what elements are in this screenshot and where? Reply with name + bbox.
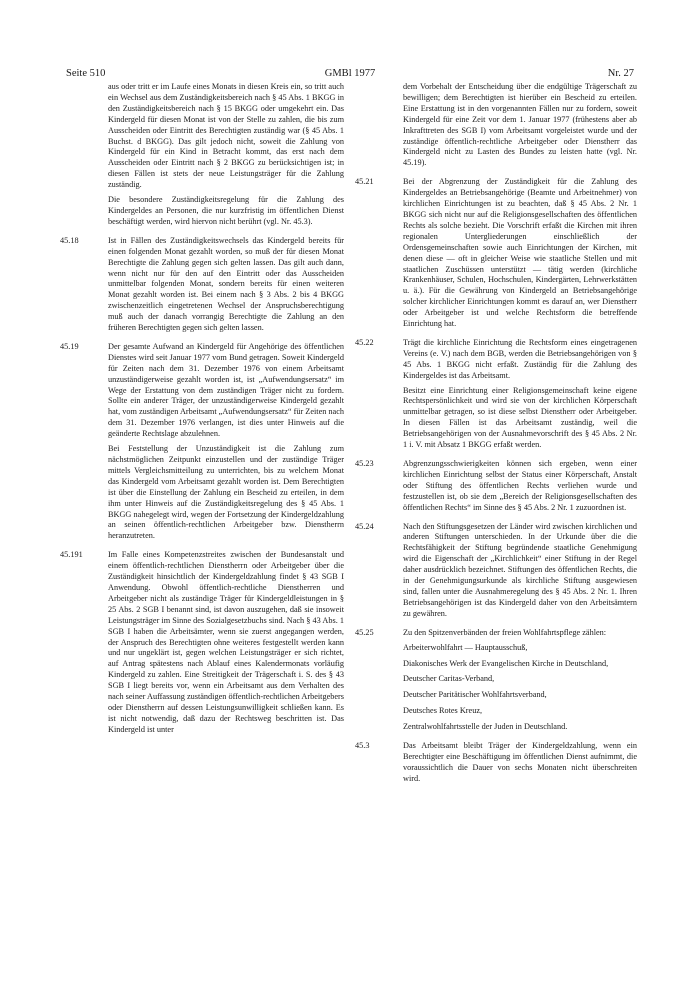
section-paragraph: Bei Feststellung der Unzuständigkeit ist die Zahlung zum nächstmöglichen Zeitpunkt einzustellen und der zuständige Träger mittels Vergleichsmitteilung zu unterrichten, bis zu welchem Monat das Kindergeld vom Arbeitsamt gezahlt worden ist. Dem Berechtigten ist über die Einstellung der Zahlung ein Bescheid zu erteilen, in dem ihm unter Hinweis auf die Zuständigkeitsregelung des § 45 Abs. 1 BKGG nahegelegt wird, wegen der Fortsetzung der Kindergeldzahlung an seinen öffentlich-rechtlichen Arbeitgeber bzw. Dienstherrn heranzutreten. [108, 444, 344, 541]
issue-number: Nr. 27 [607, 68, 634, 79]
organization-list [403, 643, 637, 733]
page-number: Seite 510 [66, 68, 106, 79]
list-item: Zentralwohlfahrtsstelle der Juden in Deutschland. [403, 722, 568, 732]
section [355, 177, 637, 330]
section-paragraph: dem Vorbehalt der Entscheidung über die endgültige Trägerschaft zu bewilligen; dem Berechtigten ist hierüber ein Bescheid zu erteilen. Eine Erstattung ist in den vorgenannten Fällen nur zu fordern, soweit Kindergeld für eine Zeit vor dem 1. Januar 1977 (frühestens aber ab Inkrafttreten des SGB I) vom Arbeitsamt vorgeleistet wurde und der zuständige öffentlich-rechtliche Arbeitgeber oder Dienstherr das Kindergeld nicht zu Lasten des Bundes zu leisten hatte (vgl. Nr. 45.19). [403, 82, 637, 168]
section [355, 82, 637, 169]
section [60, 550, 344, 735]
section-paragraph: Zu den Spitzenverbänden der freien Wohlfahrtspflege zählen: [403, 627, 607, 637]
section [60, 82, 344, 228]
section-paragraph: Trägt die kirchliche Einrichtung die Rechtsform eines eingetragenen Vereins (e. V.) nach dem BGB, werden die Betriebsangehörigen von § 45 Abs. 1 BKGG nicht erfaßt. Zuständig für die Zahlung des Kindergeldes ist das Arbeitsamt. [403, 337, 637, 380]
section-number: 45.22 [355, 337, 374, 347]
section-paragraph: aus oder tritt er im Laufe eines Monats in diesen Kreis ein, so tritt auch ein Wechsel aus dem Zuständigkeitsbereich nach § 45 Abs. 1 BKGG in den Zuständigkeitsbereich nach § 15 BKGG oder umgekehrt ein. Das Kindergeld für diesen Monat ist von der Stelle zu zahlen, die bis zum Ausscheiden oder Eintritt des Berechtigten zuständig war (§ 45 Abs. 1 Buchst. d BKGG). Das gilt jedoch nicht, soweit die Zahlung von Kindergeld für ein Kind in Betracht kommt, das erst nach dem Ausscheiden oder Eintritt nach § 2 BKGG zu berücksichtigen ist; in diesen Fällen ist stets der neue Leistungsträger für die Zahlung zuständig. [108, 82, 344, 190]
section-paragraph: Abgrenzungsschwierigkeiten können sich ergeben, wenn einer kirchlichen Einrichtung selbst der Status einer Körperschaft, Anstalt oder Stiftung des öffentlichen Rechts verliehen wurde und festzustellen ist, ob sie dem „Bereich der Religionsgesellschaften des öffentlichen Rechts“ im Sinne des § 45 Abs. 2 Nr. 1 zuzuordnen ist. [403, 459, 637, 512]
section-paragraph: Das Arbeitsamt bleibt Träger der Kindergeldzahlung, wenn ein Berechtigter eine Beschäftigung im öffentlichen Dienst aufnimmt, die voraussichtlich die Dauer von sechs Monaten nicht überschreiten wird. [403, 741, 637, 783]
section-number: 45.21 [355, 177, 374, 187]
section-number: 45.23 [355, 459, 374, 468]
section-paragraph: Ist in Fällen des Zuständigkeitswechsels das Kindergeld bereits für einen folgenden Monat gezahlt worden, so muß der für diesen Monat Berechtigte die Zahlung gegen sich gelten lassen. Das gilt auch dann, wenn nicht nur für den auf den Eintritt oder das Ausscheiden unmittelbar folgenden Monat, sondern bereits für einen weiteren Monat gezahlt worden ist. Bei einem nach § 3 Abs. 2 bis 4 BKGG zwischenzeitlich eingetretenen Wechsel der Anspruchsberechtigung muß auch der danach vorrangig Berechtigte die Zahlung an den früheren Berechtigten gegen sich gelten lassen. [108, 235, 344, 333]
section-number: 45.24 [355, 521, 374, 531]
section [60, 342, 344, 542]
section-paragraph: Nach den Stiftungsgesetzen der Länder wird zwischen kirchlichen und anderen Stiftungen unterschieden. In der Urkunde über die die Rechtsfähigkeit der Stiftung begründende staatliche Genehmigung wird die Eigenschaft der „Kirchlichkeit“ einer Stiftung in der Regel daher ausdrücklich bezeichnet. Stiftungen des öffentlichen Rechts, die in der Genehmigungsurkunde als kirchliche Stiftung ausgewiesen sind, fallen unter die Ausnahmeregelung des § 45 Abs. 2 Nr. 1. Ihren Betriebsangehörigen ist das Kindergeld daher von den Arbeitsämtern zu gewähren. [403, 521, 637, 618]
list-item: Diakonisches Werk der Evangelischen Kirche in Deutschland, [403, 658, 609, 668]
section [355, 522, 637, 620]
section [355, 338, 637, 451]
section-paragraph: Die besondere Zuständigkeitsregelung für die Zahlung des Kindergeldes an Personen, die nur kurzfristig im öffentlichen Dienst beschäftigt werden, wird hiervon nicht berührt (vgl. Nr. 45.3). [108, 195, 344, 226]
section-number: 45.19 [60, 341, 79, 351]
section-number: 45.3 [355, 741, 370, 751]
section [60, 236, 344, 334]
section-paragraph: Im Falle eines Kompetenzstreites zwischen der Bundesanstalt und einem öffentlich-rechtlichen Dienstherrn oder Arbeitgeber über die Zuständigkeit hinsichtlich der Kindergeldzahlung findet § 43 SGB I Anwendung. Obwohl öffentlich-rechtliche Dienstherren und Arbeitgeber nicht als zuständige Träger für Kindergeldleistungen in § 25 Abs. 2 SGB I benannt sind, ist davon auszugehen, daß sie insoweit Leistungsträger im Sinne des Sozialgesetzbuchs sind. Nach § 43 Abs. 1 SGB I haben die Arbeitsämter, wenn sie zuerst angegangen werden, der Anspruch des Berechtigten ohne weiteres festgestellt werden kann und nur ungeklärt ist, gegen welchen Leistungsträger er sich richtet, auf Antrag spätestens nach Ablauf eines Kalendermonats vorläufig Kindergeld zu zahlen. Eine Streitigkeit der Trägerschaft i. S. des § 43 SGB I liegt bereits vor, wenn ein Arbeitsamt aus dem Verhalten des nach seiner Auffassung zuständigen öffentlich-rechtlichen Arbeitgebers oder Dienstherrn auf dessen Leistungsunwilligkeit schließen kann. Es ist nicht notwendig, daß dazu der Rechtsweg beschritten ist. Das Kindergeld ist unter [108, 550, 344, 734]
right-column [355, 82, 637, 793]
section-number: 45.191 [60, 550, 83, 560]
list-item: Deutsches Rotes Kreuz, [403, 706, 483, 716]
left-column [60, 82, 344, 744]
section [355, 459, 637, 514]
list-item: Deutscher Caritas-Verband, [403, 674, 495, 684]
section-paragraph: Besitzt eine Einrichtung einer Religionsgemeinschaft keine eigene Rechtspersönlichkeit und wird sie von der kirchlichen Körperschaft unmittelbar getragen, so ist diese selbst Dienstherr oder Arbeitgeber. In diesen Fällen ist das Arbeitsamt zuständig, weil die Betriebsangehörigen von der Ausnahmevorschrift des § 45 Abs. 2 Nr. 1 i. V. mit Absatz 1 BKGG erfaßt werden. [403, 385, 637, 450]
section-number: 45.18 [60, 235, 79, 245]
section-paragraph: Bei der Abgrenzung der Zuständigkeit für die Zahlung des Kindergeldes an Betriebsangehörige (Beamte und Arbeitnehmer) von kirchlichen Einrichtungen ist zu beachten, daß § 45 Abs. 2 Nr. 1 BKGG sich nicht nur auf die Religionsgesellschaften des öffentlichen Rechts als solche bezieht. Die Vorschrift erfaßt die Kirchen mit ihren regionalen Untergliederungen einschließlich der Ordensgemeinschaften sowie auch Einrichtungen der Kirchen, mit denen diese — oft in gleicher Weise wie staatliche Stellen und mit staatlichen Zuschüssen unterstützt — tätig werden (kirchliche Krankenhäuser, Schulen, Hochschulen, Kindergärten, Lehrwerkstätten u. ä.). Für die Gewährung von Kindergeld an Betriebsangehörige solcher kirchlicher Einrichtungen kommt es darauf an, wer Dienstherr oder Arbeitgeber ist und welche Rechtsform die betreffende Einrichtung hat. [403, 177, 637, 329]
list-item: Deutscher Paritätischer Wohlfahrtsverband, [403, 690, 547, 700]
list-item: Arbeiterwohlfahrt — Hauptausschuß, [403, 642, 528, 652]
journal-title: GMBl 1977 [324, 68, 376, 79]
section [355, 628, 637, 733]
section [355, 741, 637, 785]
section-number: 45.25 [355, 627, 374, 637]
section-paragraph: Der gesamte Aufwand an Kindergeld für Angehörige des öffentlichen Dienstes wird seit Januar 1977 vom Bund getragen. Soweit Kindergeld für Zeiten nach dem 31. Dezember 1976 von einem Arbeitsamt unzuständigerweise gezahlt worden ist, ist „Aufwendungsersatz“ im Wege der Erstattung von dem zuständigen Träger nicht zu fordern. Sollte ein anderer Träger, der unzuständigerweise Kindergeld gezahlt hat, vom zuständigen Arbeitsamt „Aufwendungsersatz“ für Zeiten nach dem 31. Dezember 1976 verlangen, ist dies unter Hinweis auf die geänderte Rechtslage abzulehnen. [108, 341, 344, 439]
